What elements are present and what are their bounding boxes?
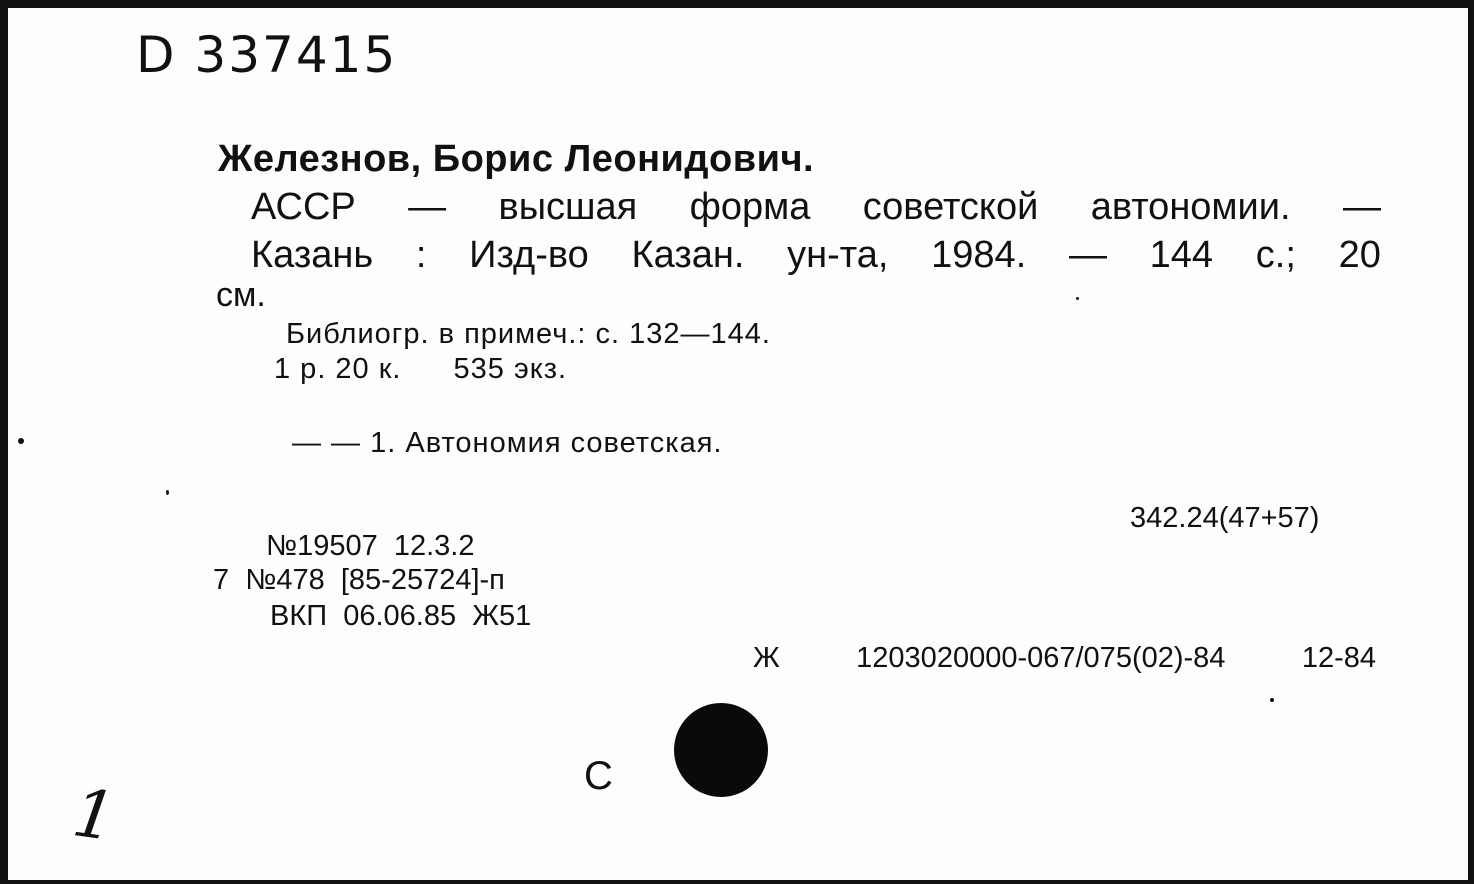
control-number: D 337415 bbox=[136, 26, 398, 84]
letter-mark: С bbox=[584, 754, 613, 798]
imprint-word: Казан. bbox=[631, 234, 745, 276]
imprint-word: 144 bbox=[1149, 234, 1214, 276]
imprint-word: ун-та, bbox=[787, 234, 889, 276]
ink-speck bbox=[1076, 297, 1079, 300]
handwritten-mark: 1 bbox=[68, 774, 121, 857]
ink-speck bbox=[1270, 698, 1274, 702]
title-word: форма bbox=[689, 186, 811, 228]
title-word: — bbox=[408, 186, 447, 228]
print-run: 535 экз. bbox=[453, 353, 568, 385]
title-word: советской bbox=[862, 186, 1039, 228]
index-letter: Ж bbox=[753, 642, 780, 674]
price: 1 р. 20 к. bbox=[274, 353, 402, 385]
punch-hole bbox=[674, 703, 768, 797]
ink-speck bbox=[166, 490, 169, 495]
udc-classification: 342.24(47+57) bbox=[1130, 502, 1320, 534]
title-line-3: см. bbox=[216, 276, 266, 314]
imprint-word: 1984. bbox=[931, 234, 1027, 276]
imprint-word: Изд-во bbox=[469, 234, 589, 276]
ink-speck bbox=[18, 438, 24, 444]
bibliography-note: Библиогр. в примеч.: с. 132—144. bbox=[286, 318, 771, 350]
title-word: высшая bbox=[498, 186, 638, 228]
registration-line-1: №19507 12.3.2 bbox=[266, 530, 475, 562]
title-line-2 bbox=[251, 236, 1381, 274]
imprint-word: Казань bbox=[251, 234, 374, 276]
imprint-word: : bbox=[415, 234, 427, 276]
index-date: 12-84 bbox=[1301, 642, 1376, 674]
catalog-index-line bbox=[753, 644, 1376, 673]
imprint-word: с.; bbox=[1255, 234, 1296, 276]
index-code: 1203020000-067/075(02)-84 bbox=[856, 642, 1226, 674]
title-word: автономии. bbox=[1090, 186, 1291, 228]
title-word: АССР bbox=[251, 186, 356, 228]
author-heading: Железнов, Борис Леонидович. bbox=[218, 138, 815, 180]
price-line bbox=[274, 355, 567, 384]
registration-line-3: ВКП 06.06.85 Ж51 bbox=[270, 600, 532, 632]
imprint-word: — bbox=[1068, 234, 1107, 276]
title-word: — bbox=[1342, 186, 1381, 228]
title-line-1 bbox=[251, 188, 1381, 226]
subject-heading: — — 1. Автономия советская. bbox=[292, 427, 723, 459]
registration-line-2: 7 №478 [85-25724]-п bbox=[213, 564, 505, 596]
imprint-word: 20 bbox=[1338, 234, 1381, 276]
